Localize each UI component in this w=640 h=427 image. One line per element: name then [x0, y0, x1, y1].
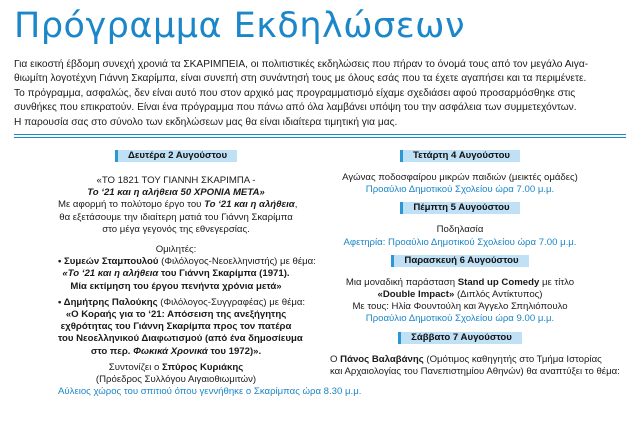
- event-comedy-line-3: Με τους: Ηλία Φουντούλη και Άγγελο Σπηλιόπουλο: [352, 301, 568, 313]
- speakers-label: Ομιλητές:: [155, 244, 197, 256]
- event-description-line-3: στο μέγα γεγονός της εθνεγερσίας.: [102, 223, 250, 235]
- right-column: [330, 150, 620, 378]
- day-header-monday: Δευτέρα 2 Αυγούστου: [115, 150, 237, 162]
- day-header-saturday: Σάββατο 7 Αυγούστου: [398, 332, 522, 344]
- divider-top-second: [14, 137, 626, 138]
- intro-line: Η παρουσία σας στο σύνολο των εκδηλώσεων μας θα είναι ιδιαίτερα τιμητική για μας.: [14, 116, 398, 128]
- speaker-2-topic-line-2: εχθρότητας του Γιάννη Σκαρίμπα προς τον πατέρα: [60, 321, 292, 333]
- event-description-line-1: Με αφορμή το πολύτομο έργο του Το ‘21 και η αλήθεια,: [58, 199, 298, 211]
- intro-line: Το πρόγραμμα, ασφαλώς, δεν είναι αυτό που στον αρχικό μας προγραμματισμό είχαμε σχεδιάσει αφού προσαρμόσθηκε στις: [14, 87, 576, 99]
- day-header-friday: Παρασκευή 6 Αυγούστου: [391, 255, 528, 267]
- intro-line: συνθήκες που επικρατούν. Είναι ένα πρόγραμμα που πάνω από όλα λαμβάνει υπόψη του την ασφάλεια των συμμετεχόντων.: [14, 102, 577, 114]
- event-cycling: Ποδηλασία: [436, 224, 484, 236]
- intro-line: Για εικοστή έβδομη συνεχή χρονιά τα ΣΚΑΡΙΜΠΕΙΑ, οι πολιτιστικές εκδηλώσεις που πήραν το όνομά τους από τον μεγάλο Αιγα-: [14, 59, 589, 70]
- day-header-thursday: Πέμπτη 5 Αυγούστου: [400, 202, 519, 214]
- event-comedy-line-2: «Double Impact» (Διπλός Αντίκτυπος): [377, 289, 543, 301]
- event-location-football: Προαύλιο Δημοτικού Σχολείου ώρα 7.00 μ.μ.: [365, 184, 555, 196]
- speaker-1-topic-line-1: «Το ‘21 και η αλήθεια του Γιάννη Σκαρίμπα (1971).: [62, 268, 290, 280]
- intro-line: θιωμίτη λογοτέχνη Γιάννη Σκαρίμπα, είναι συνεπή στη συνάντησή τους με όλους εσάς που τα έχετε αγαπήσει και τα περιμένετε.: [14, 73, 587, 85]
- coordinator-line-2: (Πρόεδρος Συλλόγου Αιγαιοθιωμιτών): [95, 374, 257, 386]
- day-header-wednesday: Τετάρτη 4 Αυγούστου: [400, 150, 520, 162]
- event-location: Αύλειος χώρος του σπιτιού όπου γεννήθηκε ο Σκαρίμπας ώρα 8.30 μ.μ.: [58, 386, 362, 398]
- left-column: [58, 150, 362, 398]
- intro-paragraph: [14, 58, 626, 130]
- event-location-cycling: Αφετηρία: Προαύλιο Δημοτικού Σχολείου ώρα 7.00 μ.μ.: [343, 236, 577, 248]
- event-comedy-line-1: Μια μοναδική παράσταση Stand up Comedy με τίτλο: [345, 276, 575, 288]
- speaker-2-topic-line-3: του Νεοελληνικού Διαφωτισμού (από ένα δημοσίευμα: [58, 333, 303, 345]
- event-lecture-line-1: Ο Πάνος Βαλαβάνης (Ομότιμος καθηγητής στο Τμήμα Ιστορίας: [330, 353, 602, 365]
- divider-top: [14, 134, 626, 135]
- page-title: Πρόγραμμα Εκδηλώσεων: [14, 6, 466, 46]
- coordinator-line-1: Συντονίζει ο Σπύρος Κυριάκης: [108, 361, 244, 373]
- speaker-2-topic-line-4: στο περ. Φωκικά Χρονικά του 1972)».: [90, 345, 262, 357]
- speaker-2: • Δημήτρης Παλούκης (Φιλόλογος-Συγγραφέας) με θέμα:: [58, 296, 306, 308]
- event-football: Αγώνας ποδοσφαίρου μικρών παιδιών (μεικτές ομάδες): [342, 172, 578, 183]
- event-title-line-2: Το ‘21 και η αλήθεια 50 ΧΡΟΝΙΑ ΜΕΤΑ»: [87, 187, 265, 199]
- event-title-line-1: «ΤΟ 1821 ΤΟΥ ΓΙΑΝΝΗ ΣΚΑΡΙΜΠΑ -: [96, 175, 256, 186]
- event-location-comedy: Προαύλιο Δημοτικού Σχολείου ώρα 9.00 μ.μ.: [365, 313, 555, 325]
- speaker-1-topic-line-2: Μία εκτίμηση του έργου πενήντα χρόνια μετά»: [70, 280, 282, 292]
- speaker-2-topic-line-1: «Ο Κοραής για το ‘21: Απόσειση της ανεξήγητης: [65, 309, 287, 321]
- event-description-line-2: θα εξετάσουμε την ιδιαίτερη ματιά του Γιάννη Σκαρίμπα: [59, 211, 293, 223]
- speaker-1: • Συμεών Σταμπουλού (Φιλόλογος-Νεοελληνιστής) με θέμα:: [58, 256, 316, 268]
- event-lecture-line-2: και Αρχαιολογίας του Πανεπιστημίου Αθηνών) θα αναπτύξει το θέμα:: [330, 365, 620, 377]
